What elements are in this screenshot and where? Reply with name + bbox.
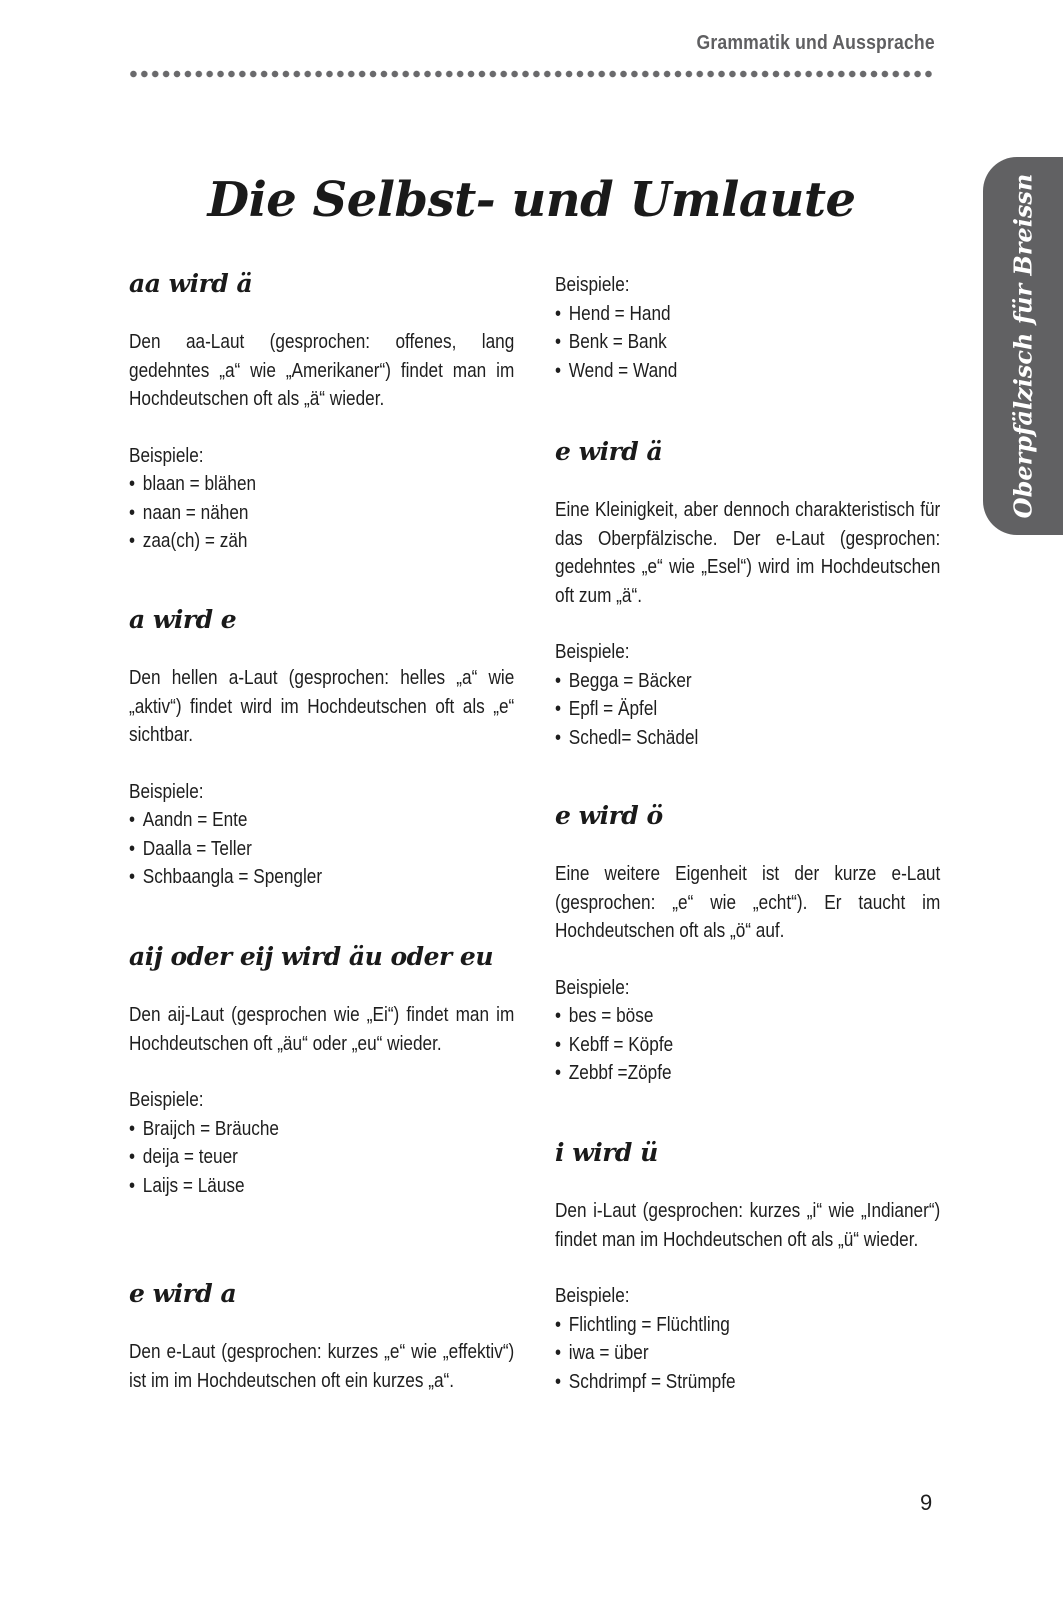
- bullet-icon: •: [555, 1005, 562, 1027]
- section-heading: e wird ä: [555, 437, 663, 466]
- list-item: • Epfl = Äpfel: [555, 695, 886, 724]
- section-description: Den aij-Laut (gesprochen wie „Ei“) findet man im Hochdeutschen oft „äu“ oder „eu“ wieder.: [129, 1004, 515, 1055]
- list-item: • Kebff = Köpfe: [555, 1031, 886, 1060]
- section-heading: i wird ü: [555, 1138, 658, 1167]
- section-heading: aij oder eij wird äu oder eu: [129, 942, 494, 971]
- list-item: • blaan = blähen: [129, 470, 460, 499]
- list-item: • Hend = Hand: [555, 300, 886, 329]
- section-heading: aa wird ä: [129, 269, 253, 298]
- list-item: • Flichtling = Flüchtling: [555, 1311, 886, 1340]
- bullet-icon: •: [555, 1313, 562, 1336]
- bullet-icon: •: [129, 530, 136, 552]
- section-heading: e wird a: [129, 1279, 237, 1308]
- list-item: • bes = böse: [555, 1002, 886, 1031]
- list-item: • Zebbf =Zöpfe: [555, 1059, 886, 1088]
- examples-list: [555, 1002, 940, 1088]
- section-heading: e wird ö: [555, 801, 663, 830]
- list-item: • Schedl= Schädel: [555, 724, 886, 753]
- examples-list: [555, 1311, 940, 1397]
- list-item: • Daalla = Teller: [129, 835, 460, 864]
- section-e-wird-a: [129, 1278, 514, 1395]
- bullet-icon: •: [129, 837, 136, 860]
- examples-label: Beispiele:: [555, 641, 630, 663]
- section-e-wird-a-examples: [555, 271, 940, 385]
- section-a-wird-e: [129, 604, 514, 892]
- examples-label: Beispiele:: [555, 1285, 630, 1307]
- examples-list: [129, 806, 514, 892]
- bullet-icon: •: [129, 809, 136, 831]
- section-e-wird-ae: [555, 436, 940, 752]
- section-heading: a wird e: [129, 605, 237, 634]
- examples-list: [129, 1115, 514, 1201]
- bullet-icon: •: [129, 1174, 136, 1197]
- list-item: • Braijch = Bräuche: [129, 1115, 460, 1144]
- section-description: Eine weitere Eigenheit ist der kurze e-Laut (gesprochen: „e“ wie „echt“). Er taucht im Hochdeutschen oft als „ö“ auf.: [555, 863, 941, 942]
- section-e-wird-oe: [555, 800, 940, 1088]
- list-item: • Begga = Bäcker: [555, 667, 886, 696]
- bullet-icon: •: [555, 698, 562, 720]
- bullet-icon: •: [129, 501, 136, 524]
- running-head: Grammatik und Aussprache: [696, 32, 935, 54]
- bullet-icon: •: [555, 726, 562, 749]
- bullet-icon: •: [555, 1370, 562, 1393]
- section-aij-oder-eij: [129, 941, 514, 1200]
- bullet-icon: •: [129, 1146, 136, 1168]
- list-item: • Schbaangla = Spengler: [129, 863, 460, 892]
- examples-list: [129, 470, 514, 556]
- list-item: • Laijs = Läuse: [129, 1172, 460, 1201]
- section-i-wird-ue: [555, 1137, 940, 1396]
- list-item: • Schdrimpf = Strümpfe: [555, 1368, 886, 1397]
- section-description: Eine Kleinigkeit, aber dennoch charakteristisch für das Oberpfälzische. Der e-Laut (gesprochen: gedehntes „e“ wie „Esel“) wird im Hochdeutschen oft zum „ä“.: [555, 499, 941, 607]
- list-item: • iwa = über: [555, 1339, 886, 1368]
- bullet-icon: •: [129, 473, 136, 495]
- bullet-icon: •: [555, 1033, 562, 1056]
- list-item: • zaa(ch) = zäh: [129, 527, 460, 556]
- list-item: • Aandn = Ente: [129, 806, 460, 835]
- list-item: • Benk = Bank: [555, 328, 886, 357]
- list-item: • Wend = Wand: [555, 357, 886, 386]
- bullet-icon: •: [555, 669, 562, 692]
- bullet-icon: •: [555, 331, 562, 353]
- examples-label: Beispiele:: [555, 274, 630, 296]
- examples-list: [555, 667, 940, 753]
- bullet-icon: •: [555, 302, 562, 325]
- examples-list: [555, 300, 940, 386]
- page-title: Die Selbst- und Umlaute: [207, 172, 856, 229]
- examples-label: Beispiele:: [129, 1089, 204, 1111]
- section-description: Den hellen a-Laut (gesprochen: helles „a“ wie „aktiv“) findet wird im Hochdeutschen oft als „e“ sichtbar.: [129, 667, 515, 746]
- section-aa-wird-ae: [129, 268, 514, 556]
- section-description: Den aa-Laut (gesprochen: offenes, lang gedehntes „a“ wie „Amerikaner“) findet man im Hochdeutschen oft als „ä“ wieder.: [129, 331, 515, 410]
- examples-label: Beispiele:: [555, 976, 630, 999]
- bullet-icon: •: [129, 866, 136, 888]
- page-number: 9: [920, 1490, 933, 1515]
- bullet-icon: •: [555, 1062, 562, 1084]
- examples-label: Beispiele:: [129, 780, 204, 803]
- section-description: Den e-Laut (gesprochen: kurzes „e“ wie „effektiv“) ist im im Hochdeutschen oft ein kurzes „a“.: [129, 1341, 515, 1392]
- bullet-icon: •: [555, 359, 562, 382]
- list-item: • deija = teuer: [129, 1143, 460, 1172]
- bullet-icon: •: [555, 1342, 562, 1364]
- side-tab-label: Oberpfälzisch für Breissn: [1008, 173, 1038, 519]
- bullet-icon: •: [129, 1117, 136, 1140]
- dotted-divider: [128, 70, 934, 78]
- side-tab: [983, 157, 1063, 535]
- examples-label: Beispiele:: [129, 444, 204, 467]
- section-description: Den i-Laut (gesprochen: kurzes „i“ wie „Indianer“) findet man im Hochdeutschen oft als „ü“ wieder.: [555, 1200, 941, 1251]
- list-item: • naan = nähen: [129, 499, 460, 528]
